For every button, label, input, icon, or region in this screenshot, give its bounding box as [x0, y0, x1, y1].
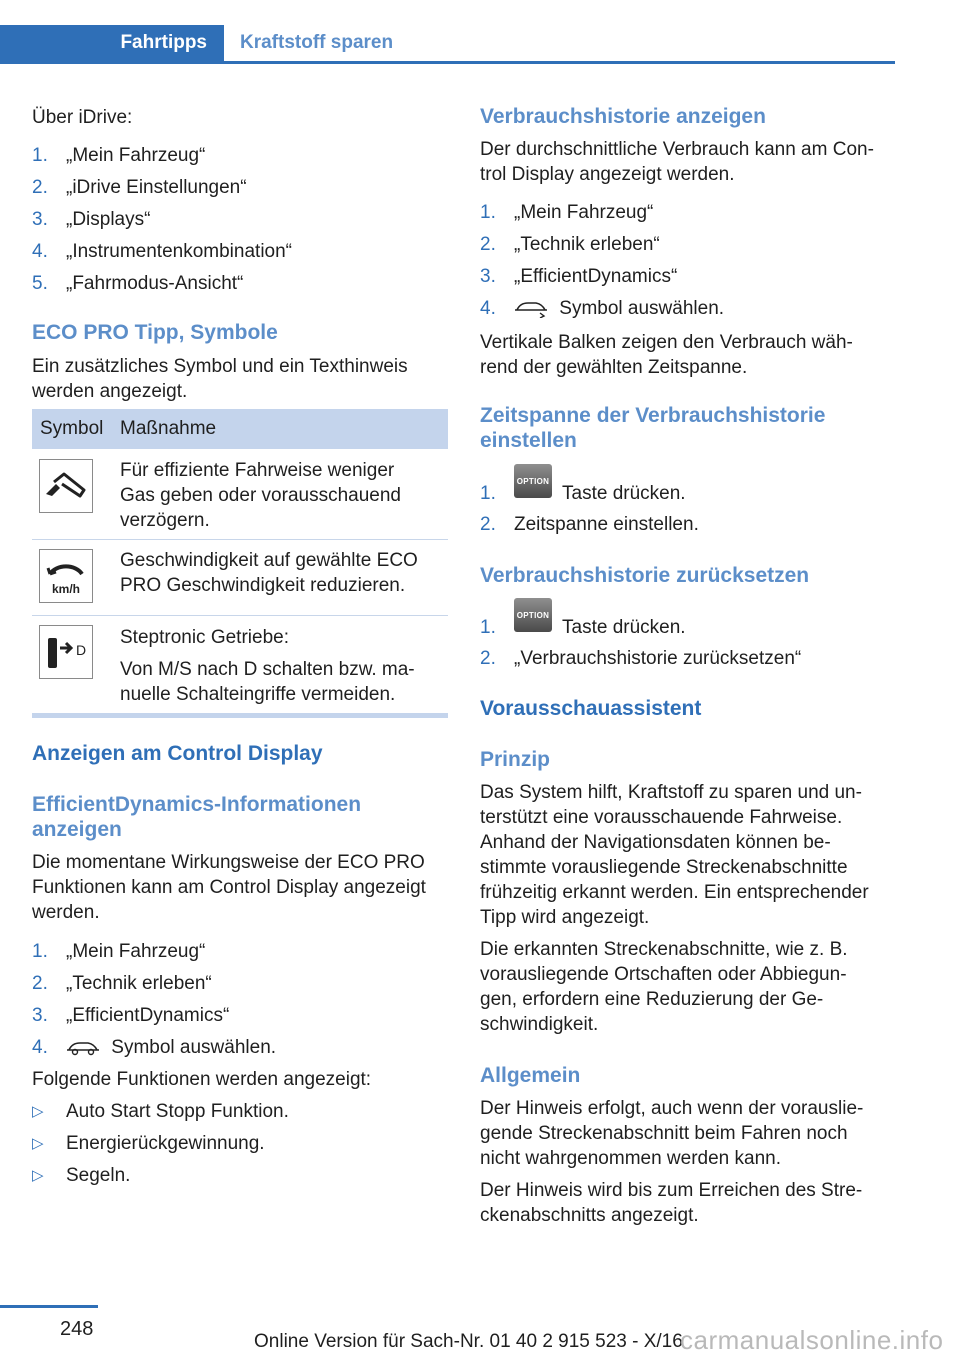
list-text: Symbol auswählen. — [559, 298, 725, 319]
list-text: „EfficientDynamics“ — [514, 266, 678, 287]
general-text-line: nicht wahrgenommen werden kann. — [480, 1148, 782, 1169]
history-heading: Verbrauchshistorie anzeigen — [480, 105, 766, 128]
principle-text-line: Das System hilft, Kraftstoff zu sparen und un- — [480, 782, 862, 803]
list-text: „Mein Fahrzeug“ — [66, 145, 206, 166]
list-number: 4. — [32, 241, 48, 262]
reset-heading: Verbrauchshistorie zurücksetzen — [480, 564, 810, 587]
general-text-line: Der Hinweis erfolgt, auch wenn der vorauslie- — [480, 1098, 864, 1119]
control-display-heading: Anzeigen am Control Display — [32, 742, 323, 765]
car-history-icon — [514, 300, 548, 318]
principle-text-2-line: gen, erfordern eine Reduzierung der Ge- — [480, 989, 824, 1010]
list-number: 4. — [32, 1037, 48, 1058]
watermark: carmanualsonline.info — [680, 1325, 944, 1355]
list-text: „Displays“ — [66, 209, 151, 230]
bullet-text: Segeln. — [66, 1165, 131, 1186]
list-text: „Mein Fahrzeug“ — [66, 941, 206, 962]
col-measure-header: Maßnahme — [120, 418, 217, 439]
list-number: 2. — [32, 973, 48, 994]
list-text: Symbol auswählen. — [111, 1037, 277, 1058]
list-number: 5. — [32, 273, 48, 294]
bullet-icon: ▷ — [32, 1135, 44, 1152]
eco-text-line: Ein zusätzliches Symbol und ein Texthinweis — [32, 356, 408, 377]
row-text-line: Gas geben oder vorausschauend — [120, 485, 401, 506]
history-text-line: trol Display angezeigt werden. — [480, 164, 735, 185]
bullet-text: Auto Start Stopp Funktion. — [66, 1101, 289, 1122]
col-symbol-header: Symbol — [40, 418, 104, 439]
history-after-line: Vertikale Balken zeigen den Verbrauch wäh- — [480, 332, 853, 353]
tab-fahrtipps[interactable]: Fahrtipps — [0, 25, 224, 61]
bullet-text: Energierückgewinnung. — [66, 1133, 265, 1154]
efficient-text-line: Funktionen kann am Control Display angezeigt — [32, 877, 426, 898]
list-number: 3. — [480, 266, 496, 287]
page-number: 248 — [60, 1318, 94, 1340]
list-text: „Fahrmodus-Ansicht“ — [66, 273, 244, 294]
efficient-heading-line: EfficientDynamics-Informationen — [32, 793, 362, 816]
history-after-line: rend der gewählten Zeitspanne. — [480, 357, 748, 378]
row-text-line: Geschwindigkeit auf gewählte ECO — [120, 550, 418, 571]
option-button-icon: OPTION — [514, 598, 552, 632]
row-text-line: verzögern. — [120, 510, 210, 531]
pedal-foot-icon — [39, 459, 93, 513]
list-number: 1. — [32, 941, 48, 962]
span-heading-line: einstellen — [480, 429, 577, 452]
list-text: „Technik erleben“ — [66, 973, 212, 994]
list-text: „Technik erleben“ — [514, 234, 660, 255]
list-number: 2. — [480, 648, 496, 669]
principle-text-line: Tipp wird angezeigt. — [480, 907, 650, 928]
principle-text-2-line: vorausliegende Ortschaften oder Abbiegun- — [480, 964, 847, 985]
row-text — [120, 625, 415, 707]
list-number: 2. — [32, 177, 48, 198]
svg-text:D: D — [75, 642, 87, 658]
speedometer-kmh-icon — [39, 549, 93, 603]
list-number: 3. — [32, 1005, 48, 1026]
list-text-with-icon — [514, 296, 724, 321]
table-row — [32, 616, 448, 711]
list-text: Zeitspanne einstellen. — [514, 514, 699, 535]
bullet-icon: ▷ — [32, 1167, 44, 1184]
efficient-heading-line: anzeigen — [32, 818, 122, 841]
list-text: „Mein Fahrzeug“ — [514, 202, 654, 223]
principle-text-line: Anhand der Navigationsdaten können be- — [480, 832, 831, 853]
list-number: 4. — [480, 298, 496, 319]
efficient-text-line: Die momentane Wirkungsweise der ECO PRO — [32, 852, 425, 873]
general-heading: Allgemein — [480, 1064, 581, 1087]
principle-heading: Prinzip — [480, 748, 551, 771]
list-text: „EfficientDynamics“ — [66, 1005, 230, 1026]
functions-intro: Folgende Funktionen werden angezeigt: — [32, 1069, 372, 1090]
principle-text-2-line: schwindigkeit. — [480, 1014, 599, 1035]
list-text: Taste drücken. — [562, 617, 686, 638]
list-number: 1. — [480, 202, 496, 223]
idrive-intro: Über iDrive: — [32, 107, 133, 128]
table-row — [32, 449, 448, 540]
row-text — [120, 458, 401, 533]
row-text — [120, 548, 418, 598]
table-header — [32, 409, 448, 449]
principle-text-line: terstützt eine vorausschauende Fahrweise. — [480, 807, 843, 828]
list-number: 2. — [480, 234, 496, 255]
span-heading-line: Zeitspanne der Verbrauchshistorie — [480, 404, 826, 427]
general-text-line: gende Streckenabschnitt beim Fahren noch — [480, 1123, 848, 1144]
header-bar — [0, 25, 895, 64]
bullet-icon: ▷ — [32, 1103, 44, 1120]
list-text-with-icon — [66, 1035, 276, 1060]
footer-rule — [0, 1305, 98, 1308]
table-bottom-rule — [32, 713, 448, 718]
list-item — [480, 476, 880, 515]
online-version-note: Online Version für Sach-Nr. 01 40 2 915 523 - X/16 — [254, 1331, 683, 1352]
principle-text-line: frühzeitig erkannt werden. Ein entsprechender — [480, 882, 869, 903]
list-number: 1. — [32, 145, 48, 166]
eco-text-line: werden angezeigt. — [32, 381, 188, 402]
gear-lever-d-icon — [39, 625, 93, 679]
list-item — [480, 610, 880, 649]
general-text-2-line: ckenabschnitts angezeigt. — [480, 1205, 699, 1226]
row-text-line: Steptronic Getriebe: — [120, 627, 289, 648]
svg-text:km/h: km/h — [51, 582, 81, 596]
eco-pro-heading: ECO PRO Tipp, Symbole — [32, 321, 278, 344]
symbol-table — [32, 409, 448, 705]
row-text-line: nuelle Schalteingriffe vermeiden. — [120, 684, 396, 705]
list-number: 1. — [480, 483, 496, 504]
list-text: „Instrumentenkombination“ — [66, 241, 292, 262]
principle-text-2-line: Die erkannten Streckenabschnitte, wie z. B. — [480, 939, 848, 960]
list-text: Taste drücken. — [562, 483, 686, 504]
list-number: 1. — [480, 617, 496, 638]
efficient-text-line: werden. — [32, 902, 100, 923]
option-button-icon: OPTION — [514, 464, 552, 498]
general-text-2-line: Der Hinweis wird bis zum Erreichen des Stre- — [480, 1180, 863, 1201]
tab-kraftstoff-sparen[interactable]: Kraftstoff sparen — [240, 32, 394, 53]
assist-heading: Vorausschauassistent — [480, 697, 702, 720]
list-number: 2. — [480, 514, 496, 535]
list-number: 3. — [32, 209, 48, 230]
car-efficiency-icon — [66, 1039, 100, 1057]
principle-text-line: stimmte vorausliegende Streckenabschnitte — [480, 857, 848, 878]
row-text-line: PRO Geschwindigkeit reduzieren. — [120, 575, 406, 596]
row-text-line: Für effiziente Fahrweise weniger — [120, 460, 395, 481]
table-row — [32, 540, 448, 616]
history-text-line: Der durchschnittliche Verbrauch kann am Con- — [480, 139, 874, 160]
list-text: „Verbrauchshistorie zurücksetzen“ — [514, 648, 802, 669]
row-text-line: Von M/S nach D schalten bzw. ma- — [120, 659, 415, 680]
list-text: „iDrive Einstellungen“ — [66, 177, 247, 198]
